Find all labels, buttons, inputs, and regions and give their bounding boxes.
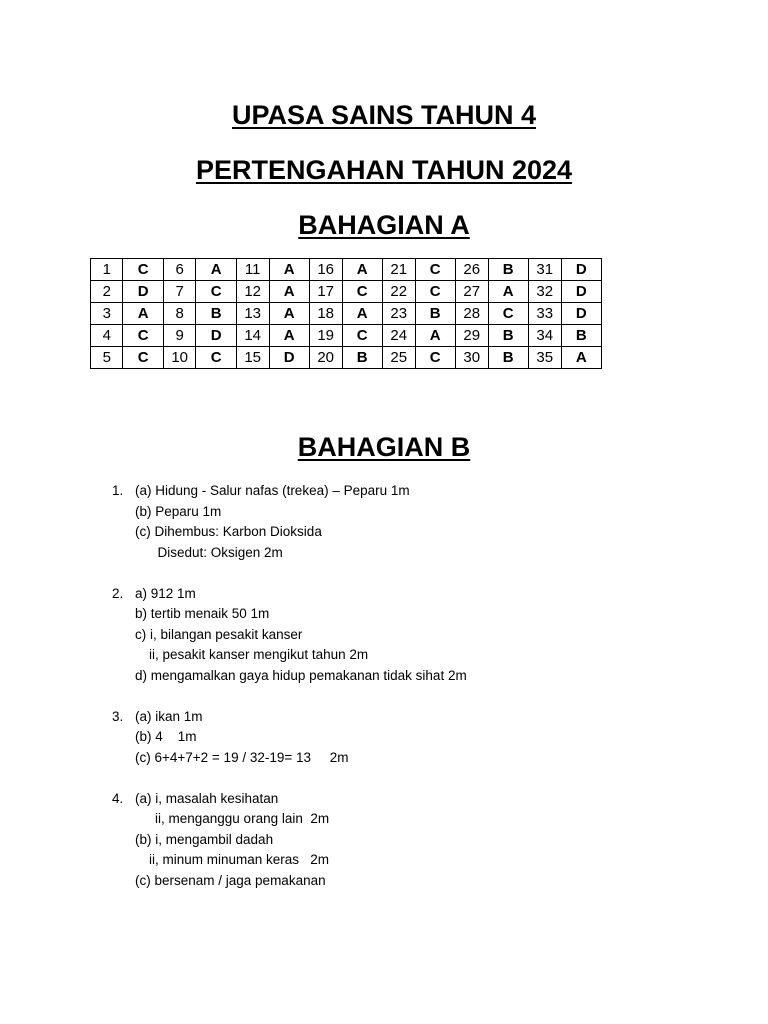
question-number-cell: 25 [382, 347, 415, 369]
table-row [91, 281, 602, 303]
question-number-cell: 28 [455, 303, 488, 325]
question-number-cell: 30 [455, 347, 488, 369]
question-number-cell: 9 [163, 325, 196, 347]
section-b-heading: BAHAGIAN B [297, 432, 471, 462]
answer-letter-cell: D [196, 325, 236, 347]
answer-letter-cell: B [196, 303, 236, 325]
question-number-cell: 4 [91, 325, 123, 347]
answer-line: d) mengamalkan gaya hidup pemakanan tidak sihat 2m [135, 667, 467, 683]
answer-letter-cell: C [488, 303, 528, 325]
table-row [91, 347, 602, 369]
question-number-cell: 31 [528, 259, 561, 281]
answer-line: ii, pesakit kanser mengikut tahun 2m [149, 647, 369, 662]
question-number-cell: 16 [309, 259, 342, 281]
section-b-answers [112, 481, 712, 912]
answer-letter-cell: A [269, 303, 309, 325]
question-number-cell: 6 [163, 259, 196, 281]
question-number-cell: 13 [236, 303, 269, 325]
answer-line: c) i, bilangan pesakit kanser [135, 626, 303, 642]
question-number-cell: 34 [528, 325, 561, 347]
list-item [112, 481, 712, 563]
answer-line: b) tertib menaik 50 1m [135, 606, 270, 621]
question-number-cell: 33 [528, 303, 561, 325]
answer-letter-cell: A [123, 303, 163, 325]
question-number-cell: 18 [309, 303, 342, 325]
document-title: UPASA SAINS TAHUN 4 [231, 100, 537, 130]
answer-letter-cell: B [342, 347, 382, 369]
question-number-cell: 24 [382, 325, 415, 347]
answer-letter-cell: C [123, 325, 163, 347]
answer-letter-cell: C [342, 281, 382, 303]
question-number-cell: 20 [309, 347, 342, 369]
question-number-cell: 1 [91, 259, 123, 281]
answer-letter-cell: A [269, 281, 309, 303]
question-number-cell: 5 [91, 347, 123, 369]
answer-line: (c) bersenam / jaga pemakanan [135, 872, 326, 888]
answer-letter-cell: C [123, 347, 163, 369]
list-item [112, 789, 712, 892]
answer-letter-cell: C [123, 259, 163, 281]
answer-letter-cell: A [488, 281, 528, 303]
question-number: 4. [112, 790, 124, 806]
answer-letter-cell: A [269, 325, 309, 347]
question-number: 2. [112, 585, 124, 601]
question-number-cell: 17 [309, 281, 342, 303]
table-row [91, 259, 602, 281]
question-number-cell: 12 [236, 281, 269, 303]
answer-letter-cell: D [561, 303, 601, 325]
question-number: 3. [112, 708, 124, 724]
answer-letter-cell: A [196, 259, 236, 281]
answer-letter-cell: B [488, 347, 528, 369]
document-subtitle: PERTENGAHAN TAHUN 2024 [195, 155, 573, 185]
answer-letter-cell: B [561, 325, 601, 347]
section-a-heading: BAHAGIAN A [298, 210, 470, 240]
question-number-cell: 35 [528, 347, 561, 369]
question-number-cell: 15 [236, 347, 269, 369]
answer-line: ii, menganggu orang lain 2m [155, 811, 330, 826]
question-number: 1. [112, 483, 124, 498]
answer-line: (a) Hidung - Salur nafas (trekea) – Peparu 1m [135, 483, 410, 498]
answer-letter-cell: C [342, 325, 382, 347]
answer-letter-cell: A [415, 325, 455, 347]
answer-letter-cell: B [488, 325, 528, 347]
answer-letter-cell: C [415, 281, 455, 303]
question-number-cell: 23 [382, 303, 415, 325]
answer-letter-cell: D [561, 259, 601, 281]
answer-letter-cell: D [269, 347, 309, 369]
answer-letter-cell: C [415, 259, 455, 281]
answer-letter-cell: C [415, 347, 455, 369]
question-number-cell: 7 [163, 281, 196, 303]
answer-letter-cell: A [561, 347, 601, 369]
answer-letter-cell: D [561, 281, 601, 303]
answer-letter-cell: C [196, 281, 236, 303]
list-item [112, 584, 712, 687]
question-number-cell: 3 [91, 303, 123, 325]
answer-line: (a) i, masalah kesihatan [135, 790, 279, 806]
question-number-cell: 32 [528, 281, 561, 303]
answer-line: (b) i, mengambil dadah [135, 831, 274, 847]
answer-line: (b) 4 1m [135, 729, 197, 744]
question-number-cell: 8 [163, 303, 196, 325]
question-number-cell: 29 [455, 325, 488, 347]
answer-letter-cell: A [342, 303, 382, 325]
answer-letter-cell: B [488, 259, 528, 281]
question-number-cell: 19 [309, 325, 342, 347]
question-number-cell: 22 [382, 281, 415, 303]
answer-letter-cell: A [342, 259, 382, 281]
answer-line: Disedut: Oksigen 2m [135, 544, 283, 560]
answer-line: (c) 6+4+7+2 = 19 / 32-19= 13 2m [135, 749, 349, 765]
question-number-cell: 11 [236, 259, 269, 281]
answer-letter-cell: A [269, 259, 309, 281]
answer-line: ii, minum minuman keras 2m [149, 852, 330, 867]
answer-letter-cell: C [196, 347, 236, 369]
answer-line: (a) ikan 1m [135, 708, 203, 724]
question-number-cell: 10 [163, 347, 196, 369]
list-item [112, 707, 712, 769]
table-row [91, 325, 602, 347]
answer-table [90, 258, 602, 369]
answer-line: (c) Dihembus: Karbon Dioksida [135, 524, 322, 539]
question-number-cell: 21 [382, 259, 415, 281]
answer-letter-cell: D [123, 281, 163, 303]
question-number-cell: 2 [91, 281, 123, 303]
table-row [91, 303, 602, 325]
question-number-cell: 27 [455, 281, 488, 303]
answer-letter-cell: B [415, 303, 455, 325]
question-number-cell: 26 [455, 259, 488, 281]
question-number-cell: 14 [236, 325, 269, 347]
answer-line: (b) Peparu 1m [135, 503, 222, 519]
answer-line: a) 912 1m [135, 585, 196, 601]
